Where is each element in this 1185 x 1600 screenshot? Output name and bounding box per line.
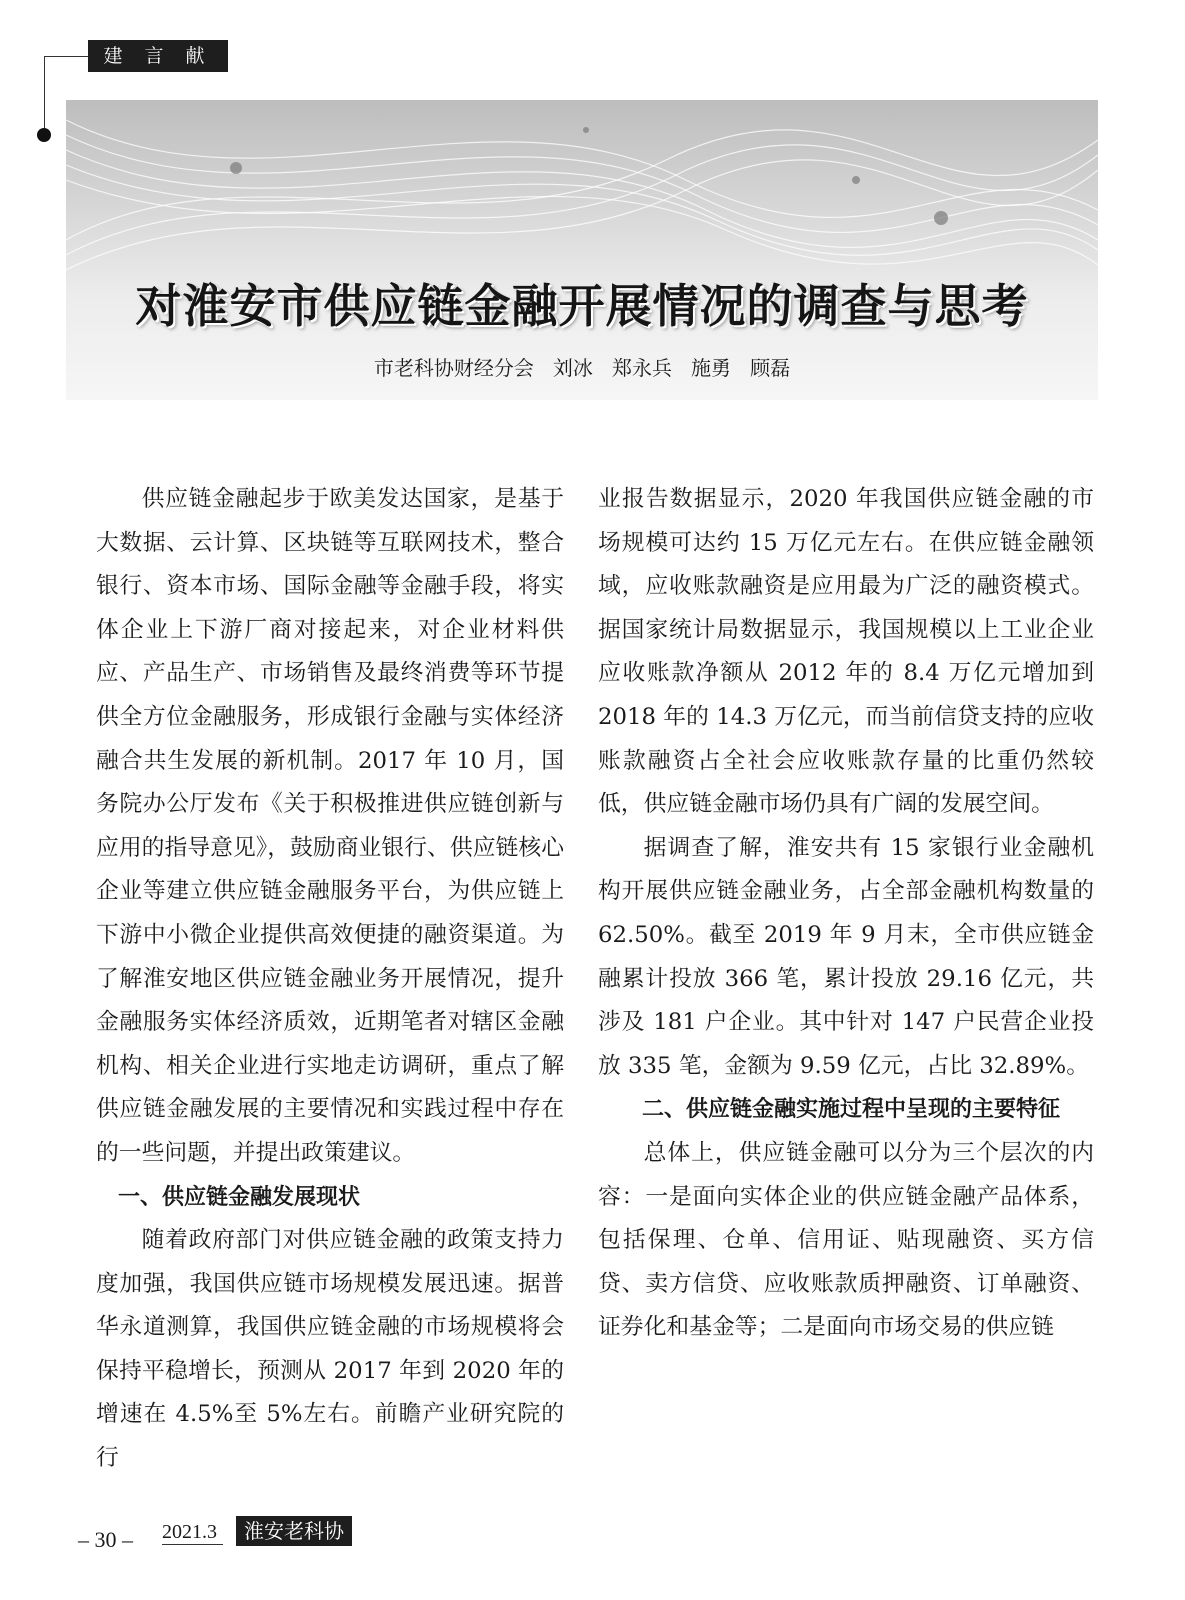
paragraph: 业报告数据显示，2020 年我国供应链金融的市场规模可达约 15 万亿元左右。在供应链金融领域，应收账款融资是应用最为广泛的融资模式。据国家统计局数据显示，我国规模以上工业企业应收账款净额从 2012 年的 8.4 万亿元增加到 2018 年的 14.3 万亿元，而当前信贷支持的应收账款融资占全社会应收账款存量的比重仍然较低，供应链金融市场仍具有广阔的发展空间。 <box>598 486 1094 818</box>
section-tab: 建 言 献 策 <box>88 40 228 72</box>
body-column-right <box>598 478 1094 1350</box>
paragraph: 供应链金融起步于欧美发达国家，是基于大数据、云计算、区块链等互联网技术，整合银行、资本市场、国际金融等金融手段，将实体企业上下游厂商对接起来，对企业材料供应、产品生产、市场销售及最终消费等环节提供全方位金融服务，形成银行金融与实体经济融合共生发展的新机制。2017 年 10 月，国务院办公厅发布《关于积极推进供应链创新与应用的指导意见》，鼓励商业银行、供应链核心企业等建立供应链金融服务平台，为供应链上下游中小微企业提供高效便捷的融资渠道。为了解淮安地区供应链金融业务开展情况，提升金融服务实体经济质效，近期笔者对辖区金融机构、相关企业进行实地走访调研，重点了解供应链金融发展的主要情况和实践过程中存在的一些问题，并提出政策建议。 <box>96 486 564 1166</box>
body-column-left <box>96 478 564 1481</box>
header-bracket-line <box>44 56 88 57</box>
paragraph: 随着政府部门对供应链金融的政策支持力度加强，我国供应链市场规模发展迅速。据普华永道测算，我国供应链金融的市场规模将会保持平稳增长，预测从 2017 年到 2020 年的增速在 4.5%至 5%左右。前瞻产业研究院的行 <box>96 1227 564 1472</box>
header-bracket-vertical <box>44 56 45 132</box>
header-bullet-dot <box>37 128 51 142</box>
journal-name: 淮安老科协 <box>236 1516 352 1546</box>
paragraph: 据调查了解，淮安共有 15 家银行业金融机构开展供应链金融业务，占全部金融机构数量的 62.50%。截至 2019 年 9 月末，全市供应链金融累计投放 366 笔，累计投放 29.16 亿元，共涉及 181 户企业。其中针对 147 户民营企业投放 335 笔，金额为 9.59 亿元，占比 32.89%。 <box>598 834 1094 1079</box>
section-heading: 二、供应链金融实施过程中呈现的主要特征 <box>642 1097 1061 1123</box>
paragraph: 总体上，供应链金融可以分为三个层次的内容：一是面向实体企业的供应链金融产品体系，包括保理、仓单、信用证、贴现融资、买方信贷、卖方信贷、应收账款质押融资、订单融资、证券化和基金等；二是面向市场交易的供应链 <box>598 1139 1094 1341</box>
issue-label: 2021.3 <box>162 1521 223 1545</box>
title-banner <box>66 100 1098 400</box>
article-title: 对淮安市供应链金融开展情况的调查与思考 <box>135 279 1029 333</box>
section-heading: 一、供应链金融发展现状 <box>118 1184 361 1210</box>
page-number: – 30 – <box>78 1527 133 1552</box>
article-authors: 市老科协财经分会 刘冰 郑永兵 施勇 顾磊 <box>373 356 791 380</box>
